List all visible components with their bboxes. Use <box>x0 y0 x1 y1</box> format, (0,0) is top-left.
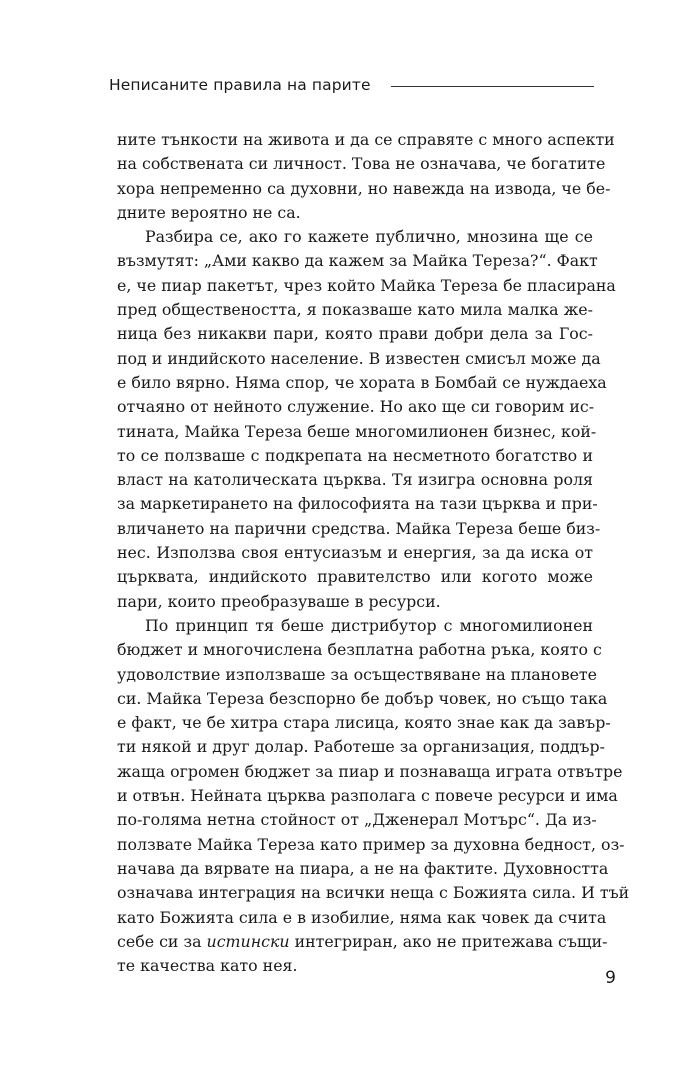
text-line: е, че пиар пакетът, чрез който Майка Тереза бе пласирана <box>117 275 616 295</box>
text-line: отчаяно от нейното служение. Но ако ще си говорим ис- <box>117 397 595 417</box>
running-head-title: Неписаните правила на парите <box>109 76 371 94</box>
body-text <box>117 128 630 978</box>
text-line: Разбира се, ако го кажете публично, мнозина ще се <box>145 227 593 247</box>
paragraph <box>117 128 615 225</box>
text-line: на собствената си личност. Това не означава, че богатите <box>117 154 606 174</box>
text-line: бюджет и многочислена безплатна работна ръка, която с <box>117 640 602 660</box>
text-run: интегриран, ако не притежава същи- <box>289 931 608 951</box>
text-line: е било вярно. Няма спор, че хората в Бомбай се нуждаеха <box>117 372 607 392</box>
text-line: вличането на парични средства. Майка Тереза беше биз- <box>117 518 601 538</box>
text-line: църквата, индийското правителство или когото може <box>117 567 593 587</box>
text-line: си. Майка Тереза безспорно бе добър човек, но също така <box>117 688 608 708</box>
text-run: себе си за <box>117 931 207 951</box>
text-line: като Божията сила е в изобилие, няма как човек да счита <box>117 907 607 927</box>
text-line: е факт, че бе хитра стара лисица, която знае как да завър- <box>117 713 611 733</box>
text-line: власт на католическата църква. Тя изигра основна роля <box>117 470 593 490</box>
text-line-with-emphasis <box>117 930 608 954</box>
text-line: ползвате Майка Тереза като пример за духовна бедност, оз- <box>117 834 625 854</box>
running-head <box>109 76 594 98</box>
paragraph <box>117 614 630 978</box>
text-line: по-голяма нетна стойност от „Дженерал Мотърс“. Да из- <box>117 810 597 830</box>
text-line: По принцип тя беше дистрибутор с многомилионен <box>145 615 593 635</box>
text-line: нес. Използва своя ентусиазъм и енергия, за да иска от <box>117 543 593 563</box>
text-line: под и индийското население. В известен смисъл може да <box>117 348 601 368</box>
text-line: начава да вярвате на пиара, а не на фактите. Духовността <box>117 858 609 878</box>
emphasized-word: истински <box>206 931 290 951</box>
text-line: дните вероятно не са. <box>117 202 301 222</box>
text-line: ти някой и друг долар. Работеше за организация, поддър- <box>117 737 605 757</box>
text-line: пари, които преобразуваше в ресурси. <box>117 591 441 611</box>
text-line: означава интеграция на всички неща с Божията сила. И тъй <box>117 883 630 903</box>
text-line: за маркетирането на философията на тази църква и при- <box>117 494 598 514</box>
text-line: тината, Майка Тереза беше многомилионен бизнес, кой- <box>117 421 597 441</box>
text-line: ните тънкости на живота и да се справяте с много аспекти <box>117 130 615 149</box>
text-line: пред обществеността, я показваше като мила малка же- <box>117 300 593 320</box>
page-number: 9 <box>605 968 616 988</box>
text-line: то се ползваше с подкрепата на несметното богатство и <box>117 445 593 465</box>
running-head-rule <box>391 86 594 87</box>
text-line: възмутят: „Ами какво да кажем за Майка Тереза?“. Факт <box>117 251 598 271</box>
paragraph <box>117 225 616 614</box>
text-line: хора непременно са духовни, но навежда на извода, че бе- <box>117 178 611 198</box>
text-line: жаща огромен бюджет за пиар и познаваща играта отвътре <box>117 761 623 781</box>
text-line: удоволствие използваше за осъществяване на плановете <box>117 664 598 684</box>
text-line: ница без никакви пари, която прави добри дела за Гос- <box>117 324 593 344</box>
text-line: и отвън. Нейната църква разполага с повече ресурси и има <box>117 786 618 806</box>
text-line: те качества като нея. <box>117 956 298 976</box>
